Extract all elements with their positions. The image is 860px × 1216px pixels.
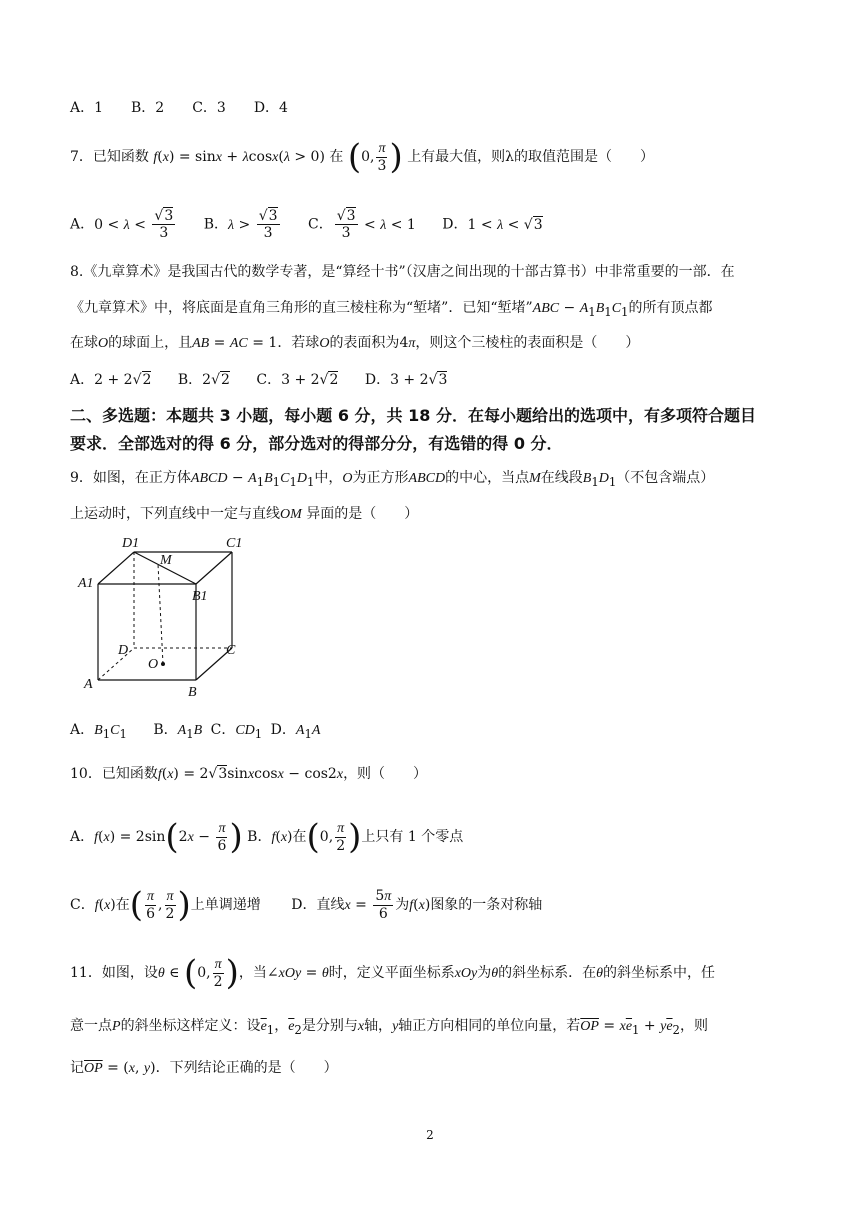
q6-options: A．1 B．2 C．3 D．4	[70, 100, 288, 116]
question-7: 7．已知函数 f(x) = sinx + λcosx(λ > 0) 在 (0, $\frac{\pi}{3}$ ) 上有最大值，则λ的取值范围是（ ）	[70, 137, 655, 177]
label-A: A	[84, 677, 93, 692]
question-10-options-cd: C．f(x)在( $\frac{\pi}{6}$ , $\frac{\pi}{2}$ )上单调递增 D．直线x = $\frac{5\pi}{6}$ 为f(x)图象的一条对称轴	[70, 885, 543, 925]
cube-figure	[72, 532, 252, 700]
question-9-line2: 上运动时，下列直线中一定与直线OM 异面的是（ ）	[70, 506, 419, 522]
label-O: O	[148, 657, 159, 672]
section-2-header-line1: 二、多选题：本题共 3 小题，每小题 6 分，共 18 分．在每小题给出的选项中，有多项符合题目	[70, 406, 756, 425]
section-2-header-line2: 要求．全部选对的得 6 分，部分选对的得部分分，有选错的得 0 分．	[70, 434, 563, 453]
question-11-line3: 记$\overline{OP} = (x$, y)．下列结论正确的是（ ）	[70, 1060, 338, 1076]
question-9-options: A．$B_1C_1$ B．$A_1B$ C．$CD_1$ D．$A_1A$	[70, 722, 321, 741]
question-8-line3: 在球O的球面上，且AB = AC = 1．若球O的表面积为4π，则这个三棱柱的表面积是（ ）	[70, 335, 640, 351]
question-10-options-ab: A．f(x) = 2sin(2x − $\frac{\pi}{6}$ ) B．f(x)在(0, $\frac{\pi}{2}$ )上只有 1 个零点	[70, 817, 464, 857]
label-B: B	[188, 685, 197, 700]
question-10: 10．已知函数f(x) = 2√3sinxcosx − cos2x，则（ ）	[70, 766, 428, 782]
label-B1: B1	[192, 589, 208, 604]
question-8-options: A．2 + 2√2 B．2√2 C．3 + 2√2 D．3 + 2√3	[70, 372, 448, 388]
label-C: C	[226, 643, 236, 658]
label-A1: A1	[78, 576, 94, 591]
question-9-line1: 9．如图，在正方体ABCD − $A_1B_1C_1D_1$中，O为正方形ABCD的中心，当点M在线段$B_1D_1$（不包含端点）	[70, 470, 715, 489]
question-8-line2: 《九章算术》中，将底面是直角三角形的直三棱柱称为“堑堵”．已知“堑堵”ABC − $A_1B_1C_1$的所有顶点都	[70, 300, 713, 319]
label-M: M	[160, 553, 172, 568]
question-11-line1: 11．如图，设θ ∈ (0, $\frac{\pi}{2}$ )，当∠xOy = θ时，定义平面坐标系xOy为θ的斜坐标系．在θ的斜坐标系中，任	[70, 953, 716, 993]
label-D: D	[118, 643, 129, 658]
question-7-options: A．0 < λ < $\frac{√3}{3}$ B．λ > $\frac{√3}{3}$ C． $\frac{√3}{3}$ < λ < 1 D．1 < λ < √3	[70, 208, 543, 241]
question-11-line2: 意一点P的斜坐标这样定义：设$\overline{e}_1$，$\overline{e}_2$是分别与x轴，y轴正方向相同的单位向量，若$\overline{OP} = x\overline{e}_1 + y\overline{e}_2$，则	[70, 1018, 708, 1037]
page-number: 2	[426, 1128, 434, 1142]
question-8-line1: 8.《九章算术》是我国古代的数学专著，是“算经十书”（汉唐之间出现的十部古算书）中非常重要的一部．在	[70, 264, 735, 280]
label-D1: D1	[122, 536, 140, 551]
label-C1: C1	[226, 536, 243, 551]
